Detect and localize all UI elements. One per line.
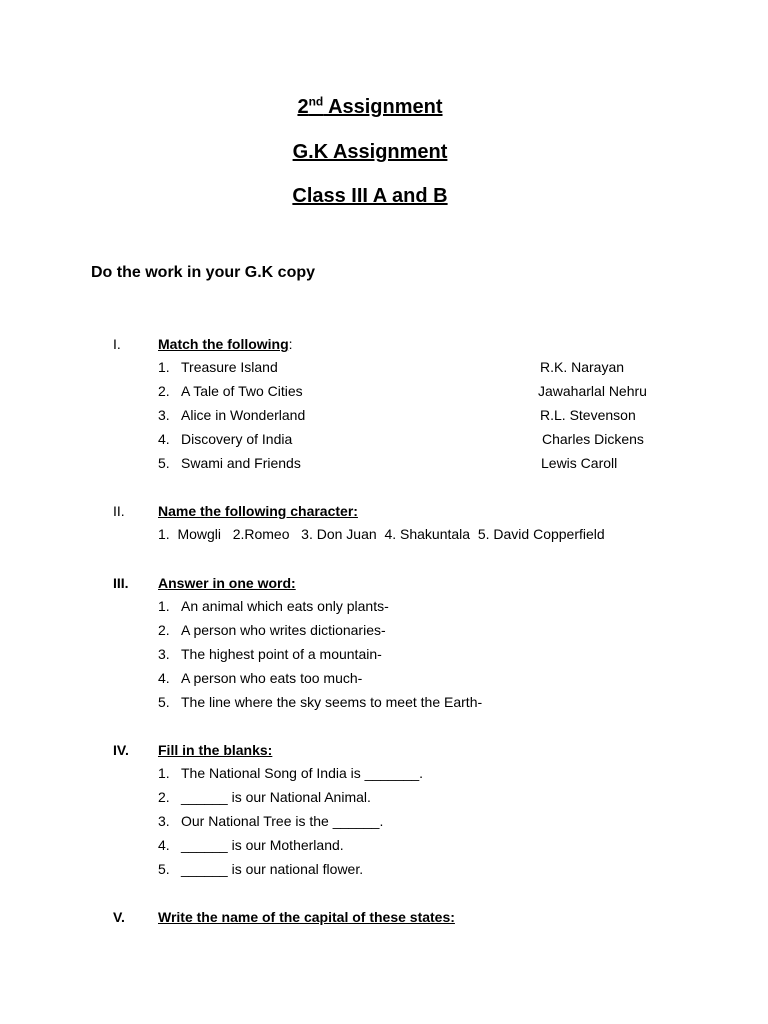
section-4-heading-text: Fill in the blanks: (158, 742, 273, 758)
section-1-heading-text: Match the following (158, 336, 289, 352)
section-1-heading (158, 336, 293, 352)
match-item-1-number: 1. (158, 359, 170, 375)
blank-item-3-number: 3. (158, 813, 170, 829)
blank-item-4-text: ______ is our Motherland. (181, 837, 344, 853)
blank-item-2-number: 2. (158, 789, 170, 805)
section-4-numeral: IV. (113, 742, 129, 758)
section-1-heading-suffix: : (288, 336, 293, 352)
match-item-1-right: R.K. Narayan (540, 359, 625, 375)
section-5-heading (158, 909, 455, 925)
character-list: 1. Mowgli 2.Romeo 3. Don Juan 4. Shakuntala 5. David Copperfield (158, 526, 605, 542)
match-item-3-right: R.L. Stevenson (540, 407, 636, 423)
section-2-numeral: II. (113, 503, 125, 519)
match-item-2-number: 2. (158, 383, 170, 399)
answer-item-1-number: 1. (158, 598, 170, 614)
match-item-2-right: Jawaharlal Nehru (538, 383, 647, 399)
section-3-heading (158, 575, 296, 591)
match-item-4-number: 4. (158, 431, 170, 447)
answer-item-5-number: 5. (158, 694, 170, 710)
blank-item-4-number: 4. (158, 837, 170, 853)
section-3-numeral: III. (113, 575, 129, 591)
match-item-2-left: A Tale of Two Cities (181, 383, 303, 399)
blank-item-5-number: 5. (158, 861, 170, 877)
assignment-title (0, 96, 740, 119)
section-2-heading (158, 503, 358, 519)
blank-item-1-text: The National Song of India is _______. (181, 765, 424, 781)
blank-item-5-text: ______ is our national flower. (181, 861, 364, 877)
section-5-numeral: V. (113, 909, 125, 925)
blank-item-3-text: Our National Tree is the ______. (181, 813, 384, 829)
blank-item-2-text: ______ is our National Animal. (181, 789, 371, 805)
match-item-5-number: 5. (158, 455, 170, 471)
title-number: 2 (297, 96, 309, 118)
match-item-1-left: Treasure Island (181, 359, 278, 375)
match-item-5-left: Swami and Friends (181, 455, 301, 471)
answer-item-4-number: 4. (158, 670, 170, 686)
subject-title: G.K Assignment (292, 141, 448, 163)
answer-item-2-text: A person who writes dictionaries- (181, 622, 386, 638)
blank-item-1-number: 1. (158, 765, 170, 781)
section-4-heading (158, 742, 272, 758)
title-rest: Assignment (323, 96, 443, 118)
section-3-heading-text: Answer in one word: (158, 575, 296, 591)
section-5-heading-text: Write the name of the capital of these states: (158, 909, 455, 925)
answer-item-3-number: 3. (158, 646, 170, 662)
answer-item-1-text: An animal which eats only plants- (181, 598, 389, 614)
match-item-4-right: Charles Dickens (542, 431, 644, 447)
answer-item-2-number: 2. (158, 622, 170, 638)
section-1-numeral: I. (113, 336, 121, 352)
instruction-text: Do the work in your G.K copy (91, 264, 316, 281)
answer-item-5-text: The line where the sky seems to meet the Earth- (181, 694, 483, 710)
answer-item-4-text: A person who eats too much- (181, 670, 363, 686)
answer-item-3-text: The highest point of a mountain- (181, 646, 382, 662)
match-item-3-number: 3. (158, 407, 170, 423)
match-item-3-left: Alice in Wonderland (181, 407, 306, 423)
title-superscript: nd (308, 94, 324, 109)
section-2-heading-text: Name the following character: (158, 503, 358, 519)
match-item-4-left: Discovery of India (181, 431, 293, 447)
class-title: Class III A and B (292, 185, 448, 207)
match-item-5-right: Lewis Caroll (541, 455, 618, 471)
